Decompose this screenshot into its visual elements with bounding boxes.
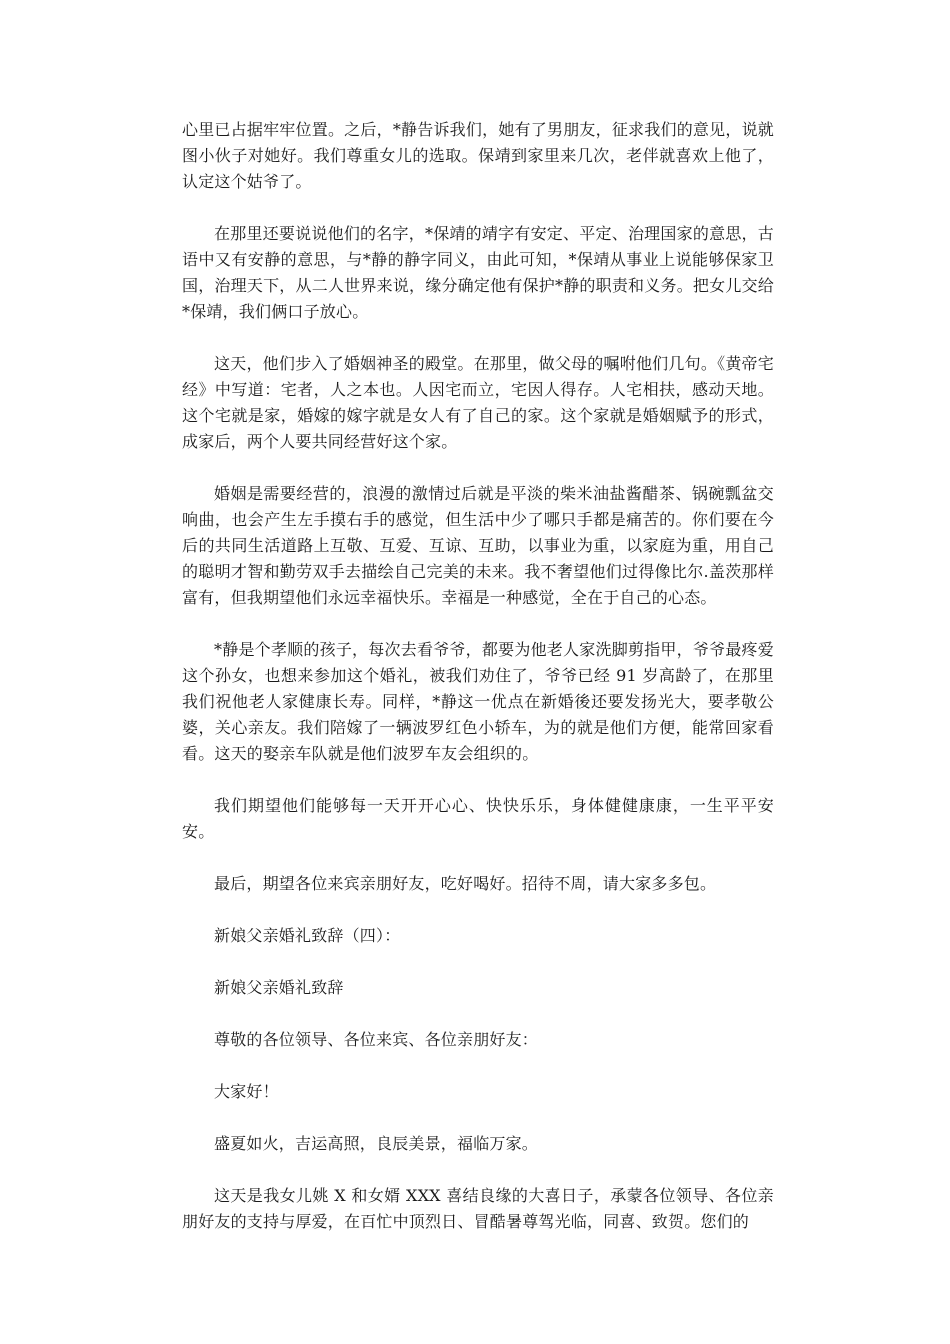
speech-title: 新娘父亲婚礼致辞 bbox=[214, 978, 344, 997]
speech-opening-line: 盛夏如火，吉运高照，良辰美景，福临万家。 bbox=[214, 1134, 539, 1153]
paragraph-marriage-management: 婚姻是需要经营的，浪漫的激情过后就是平淡的柴米油盐酱醋茶、锅碗瓢盆交响曲，也会产生左手摸右手的感觉，但生活中少了哪只手都是痛苦的。你们要在今后的共同生活道路上互敬、互爱、互谅、互助，以事业为重，以家庭为重，用自己的聪明才智和勤劳双手去描绘自己完美的未来。我不奢望他们过得像比尔.盖茨那样富有，但我期望他们永远幸福快乐。幸福是一种感觉，全在于自己的心态。 bbox=[182, 484, 774, 607]
paragraph-closing: 最后，期望各位来宾亲朋好友，吃好喝好。招待不周，请大家多多包。 bbox=[214, 874, 717, 893]
document-page bbox=[182, 117, 774, 1235]
speech-body-start: 这天是我女儿姚 X 和女婿 XXX 喜结良缘的大喜日子，承蒙各位领导、各位亲朋好友的支持与厚爱，在百忙中顶烈日、冒酷暑尊驾光临，同喜、致贺。您们的 bbox=[182, 1186, 774, 1231]
speech-salutation: 尊敬的各位领导、各位来宾、各位亲朋好友： bbox=[214, 1030, 539, 1049]
section-heading-four: 新娘父亲婚礼致辞（四）： bbox=[214, 926, 401, 945]
paragraph-continuation: 心里已占据牢牢位置。之后，*静告诉我们，她有了男朋友，征求我们的意见，说就图小伙子对她好。我们尊重女儿的选取。保靖到家里来几次，老伴就喜欢上他了，认定这个姑爷了。 bbox=[182, 120, 774, 191]
speech-greeting: 大家好！ bbox=[214, 1082, 279, 1101]
paragraph-filial-daughter: *静是个孝顺的孩子，每次去看爷爷，都要为他老人家洗脚剪指甲，爷爷最疼爱这个孙女，也想来参加这个婚礼，被我们劝住了，爷爷已经 91 岁高龄了，在那里我们祝他老人家健康长寿。同样，*静这一优点在新婚後还要发扬光大，要孝敬公婆，关心亲友。我们陪嫁了一辆波罗红色小轿车，为的就是他们方便，能常回家看看。这天的娶亲车队就是他们波罗车友会组织的。 bbox=[182, 640, 774, 763]
paragraph-wishes: 我们期望他们能够每一天开开心心、快快乐乐，身体健健康康，一生平平安安。 bbox=[182, 796, 774, 841]
paragraph-names-meaning: 在那里还要说说他们的名字，*保靖的靖字有安定、平定、治理国家的意思，古语中又有安静的意思，与*静的静字同义，由此可知，*保靖从事业上说能够保家卫国，治理天下，从二人世界来说，缘分确定他有保护*静的职责和义务。把女儿交给*保靖，我们俩口子放心。 bbox=[182, 224, 774, 321]
paragraph-marriage-hall: 这天，他们步入了婚姻神圣的殿堂。在那里，做父母的嘱咐他们几句。《黄帝宅经》中写道：宅者，人之本也。人因宅而立，宅因人得存。人宅相扶，感动天地。这个宅就是家，婚嫁的嫁字就是女人有了自己的家。这个家就是婚姻赋予的形式，成家后，两个人要共同经营好这个家。 bbox=[182, 354, 774, 451]
